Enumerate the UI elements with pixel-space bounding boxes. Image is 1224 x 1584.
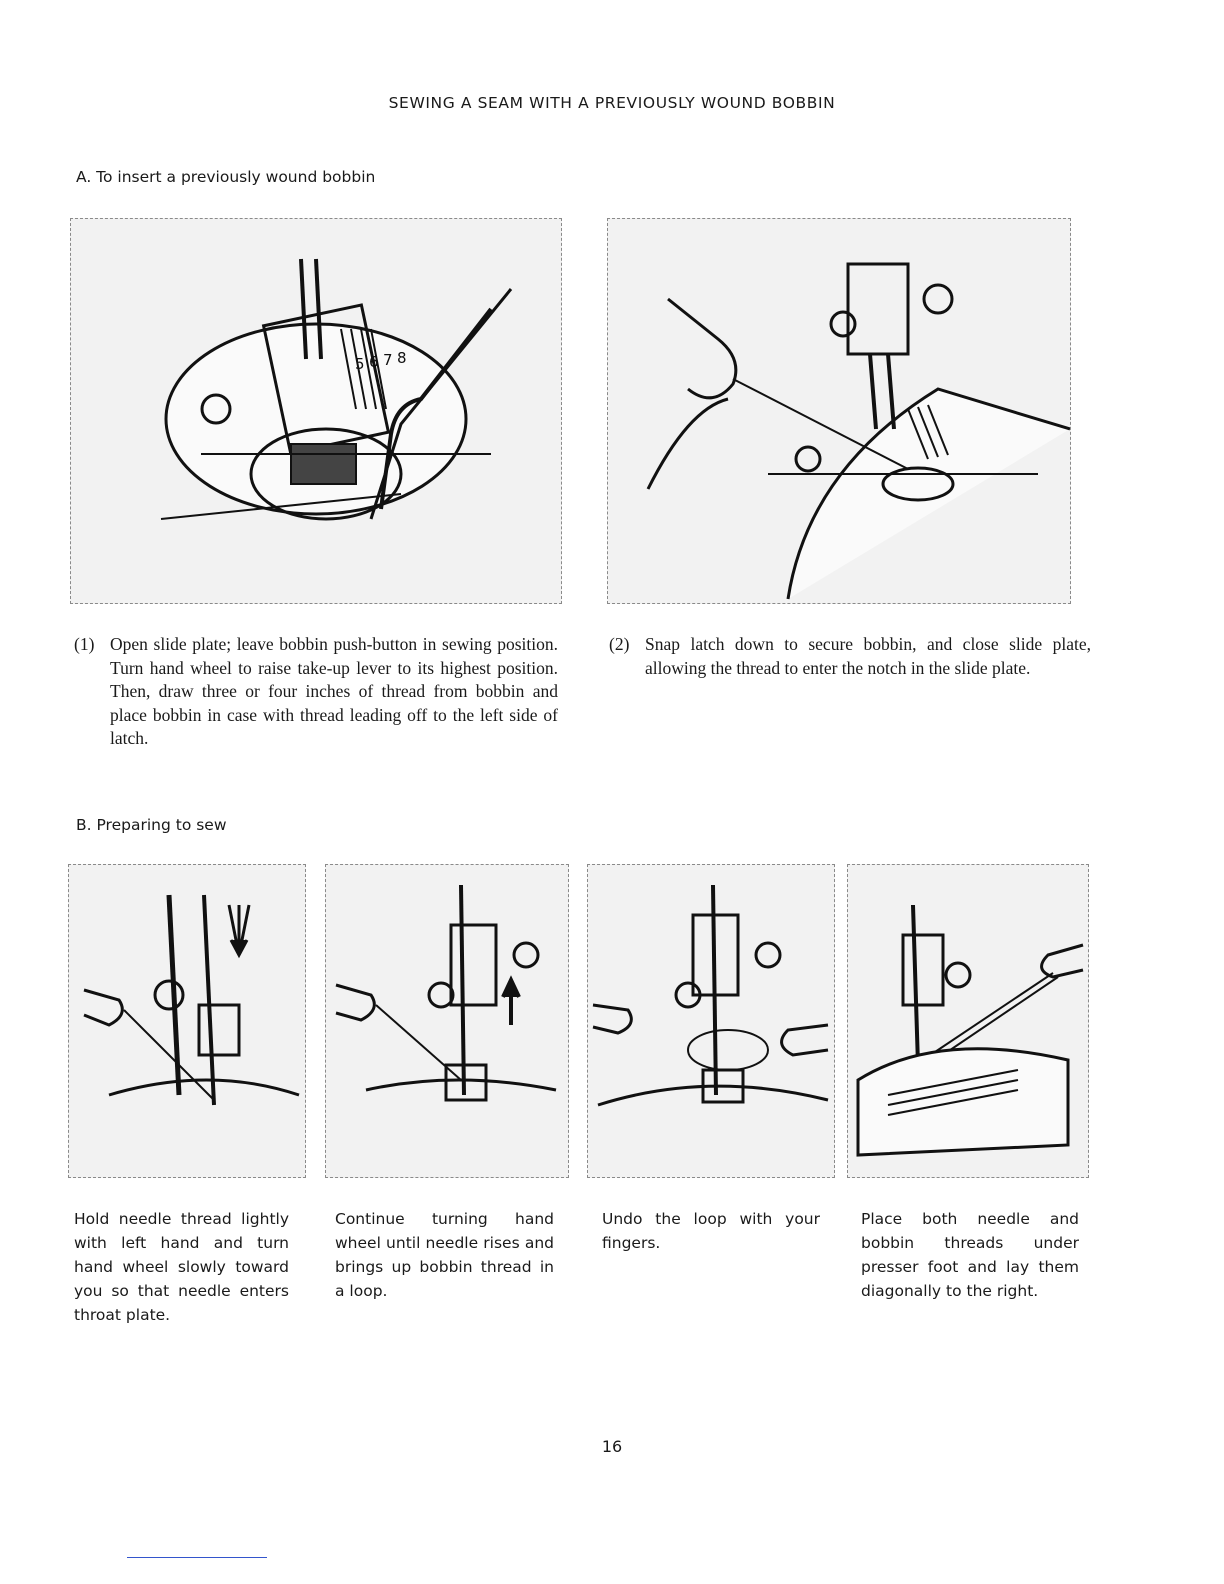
figure-bring-up-bobbin-thread xyxy=(325,864,569,1178)
place-threads-illustration xyxy=(848,865,1088,1177)
caption-hold-needle-thread: Hold needle thread lightly with left hand and turn hand wheel slowly toward you so that needle enters throat plate. xyxy=(74,1210,289,1324)
plate-mark-8: 8 xyxy=(397,349,407,367)
figure-hold-needle-thread xyxy=(68,864,306,1178)
figure-undo-loop xyxy=(587,864,835,1178)
page-number: 16 xyxy=(601,1437,623,1456)
plate-mark-5: 5 xyxy=(355,355,365,373)
step-1 xyxy=(74,633,558,751)
step-1-text: Open slide plate; leave bobbin push-button in sewing position. Turn hand wheel to raise take-up lever to its highest position. Then, draw three or four inches of thread from bobbin and place bobbin in case with thread leading off to the left side of latch. xyxy=(110,634,558,748)
figure-place-threads xyxy=(847,864,1089,1178)
undo-loop-illustration xyxy=(588,865,834,1177)
footer-rule xyxy=(127,1557,267,1558)
step-2 xyxy=(609,633,1091,680)
needle-thread-illustration xyxy=(69,865,305,1177)
bobbin-loop-illustration xyxy=(326,865,568,1177)
latch-illustration xyxy=(608,219,1070,603)
section-b-heading: B. Preparing to sew xyxy=(76,816,227,834)
figure-snap-latch xyxy=(607,218,1071,604)
step-2-number: (2) xyxy=(609,634,630,654)
caption-undo-loop: Undo the loop with your fingers. xyxy=(602,1210,820,1252)
caption-bring-up-bobbin-thread: Continue turning hand wheel until needle rises and brings up bobbin thread in a loop. xyxy=(335,1210,554,1300)
step-1-number: (1) xyxy=(74,634,95,654)
bobbin-insert-illustration xyxy=(71,219,561,603)
page-title: SEWING A SEAM WITH A PREVIOUSLY WOUND BOBBIN xyxy=(388,94,836,112)
section-a-heading: A. To insert a previously wound bobbin xyxy=(76,168,376,186)
step-2-text: Snap latch down to secure bobbin, and close slide plate, allowing the thread to enter the notch in the slide plate. xyxy=(645,634,1091,678)
plate-mark-7: 7 xyxy=(383,351,393,369)
plate-mark-6: 6 xyxy=(369,353,379,371)
figure-insert-bobbin xyxy=(70,218,562,604)
caption-place-threads: Place both needle and bobbin threads under presser foot and lay them diagonally to the right. xyxy=(861,1210,1079,1300)
